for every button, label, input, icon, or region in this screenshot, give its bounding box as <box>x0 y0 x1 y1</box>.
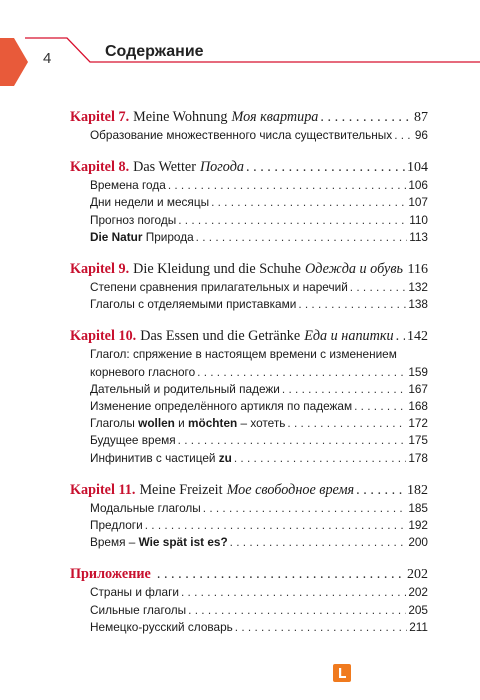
chapter-heading[interactable] <box>70 481 428 500</box>
toc-entry[interactable] <box>90 177 428 194</box>
page-ref: 159 <box>408 364 428 379</box>
toc-entry[interactable] <box>90 194 428 211</box>
entry-label <box>90 450 232 467</box>
entry-label-bold: Wie spät ist es? <box>138 535 228 550</box>
leader-dots <box>396 327 405 345</box>
page-ref: 87 <box>414 110 428 125</box>
page-ref: 132 <box>408 280 428 295</box>
page-ref: 200 <box>408 535 428 550</box>
publisher-logo-icon <box>333 664 351 682</box>
chapter-heading[interactable] <box>70 158 428 177</box>
entry-label: Глагол: спряжение в настоящем времени с изменением <box>90 347 397 362</box>
toc-entry[interactable] <box>90 500 428 517</box>
leader-dots <box>196 229 408 246</box>
entry-label-part: Время – <box>90 535 136 550</box>
entry-label: Предлоги <box>90 518 143 533</box>
toc-entry[interactable] <box>90 602 428 619</box>
leader-dots <box>178 212 407 229</box>
entry-label-bold: zu <box>218 450 232 465</box>
page-ref: 167 <box>408 381 428 396</box>
entry-label-part: и <box>178 416 185 431</box>
leader-dots <box>230 534 407 551</box>
corner-accent-shape <box>0 38 28 86</box>
toc-entry[interactable] <box>90 346 428 363</box>
chapter-heading[interactable] <box>70 108 428 127</box>
page-ref: 110 <box>409 212 428 227</box>
entry-label: Страны и флаги <box>90 585 179 600</box>
entry-label: Степени сравнения прилагательных и наречий <box>90 280 348 295</box>
page-ref: 107 <box>408 195 428 210</box>
entry-label: Дни недели и месяцы <box>90 195 210 210</box>
chapter-title-de: Meine Freizeit <box>139 481 223 498</box>
chapter-number: Kapitel 11. <box>70 481 136 498</box>
logo-glyph <box>336 667 348 679</box>
chapter-heading[interactable] <box>70 327 428 346</box>
entry-label: Глаголы с отделяемыми приставками <box>90 297 297 312</box>
page-ref: 106 <box>408 178 428 193</box>
entry-label-rest: Природа <box>145 229 194 244</box>
leader-dots <box>235 619 407 636</box>
toc-entry[interactable] <box>90 296 428 313</box>
page-ref: 178 <box>408 450 428 465</box>
leader-dots <box>178 432 407 449</box>
chapter-7 <box>70 108 428 144</box>
page-ref: 202 <box>407 567 428 583</box>
leader-dots <box>246 158 405 176</box>
chapter-title-de: Das Essen und die Getränke <box>140 328 301 345</box>
page-ref: 211 <box>409 619 428 634</box>
chapter-8 <box>70 158 428 246</box>
page-ref: 142 <box>407 329 428 345</box>
entry-label: Модальные глаголы <box>90 500 201 515</box>
page-ref: 168 <box>408 399 428 414</box>
toc-entry[interactable] <box>90 364 428 381</box>
page-ref: 113 <box>409 229 428 244</box>
chapter-heading[interactable] <box>70 565 428 584</box>
chapter-title-ru: Погода <box>199 159 244 176</box>
leader-dots <box>405 260 406 278</box>
leader-dots <box>211 194 406 211</box>
page-ref: 96 <box>414 128 428 142</box>
toc-entry[interactable] <box>90 584 428 601</box>
page-ref: 104 <box>407 160 428 176</box>
entry-label-part: Инфинитив с частицей <box>90 450 216 465</box>
entry-label: Изменение определённого артикля по падежам <box>90 399 353 414</box>
entry-label: Дательный и родительный падежи <box>90 381 280 396</box>
entry-label <box>90 534 228 551</box>
chapter-number: Kapitel 7. <box>70 109 130 125</box>
entry-label-part: Глаголы <box>90 416 135 431</box>
chapter-number: Kapitel 8. <box>70 159 130 176</box>
page-ref: 138 <box>408 297 428 312</box>
appendix <box>70 565 428 636</box>
entry-label-bold: Die Natur <box>90 229 143 244</box>
page-ref: 202 <box>408 585 428 600</box>
leader-dots <box>356 481 405 499</box>
toc-entry[interactable] <box>90 415 428 432</box>
page-ref: 182 <box>407 482 428 498</box>
toc-entry[interactable] <box>90 127 428 144</box>
chapter-10 <box>70 327 428 466</box>
leader-dots <box>188 602 406 619</box>
page-ref: 205 <box>408 602 428 617</box>
entry-label: Сильные глаголы <box>90 602 187 617</box>
toc-entry[interactable] <box>90 279 428 296</box>
chapter-11 <box>70 481 428 552</box>
leader-dots <box>287 415 406 432</box>
page-header <box>0 0 480 90</box>
entry-label-bold: möchten <box>188 416 238 431</box>
toc-entry[interactable] <box>90 534 428 551</box>
toc-entry[interactable] <box>90 432 428 449</box>
appendix-title: Приложение <box>70 566 151 583</box>
page-title: Содержание <box>105 43 204 60</box>
chapter-number: Kapitel 10. <box>70 328 137 345</box>
toc-entry[interactable] <box>90 398 428 415</box>
page-ref: 116 <box>407 262 428 278</box>
page-ref: 172 <box>408 416 428 431</box>
chapter-title-ru: Еда и напитки <box>304 328 394 345</box>
table-of-contents <box>70 108 428 650</box>
toc-entry[interactable] <box>90 229 428 246</box>
entry-label-bold: wollen <box>138 416 175 431</box>
entry-label: Прогноз погоды <box>90 212 177 227</box>
page-ref: 185 <box>408 500 428 515</box>
header-decoration <box>0 0 480 90</box>
chapter-number: Kapitel 9. <box>70 261 130 278</box>
chapter-title-de: Das Wetter <box>133 159 196 176</box>
chapter-title-de: Die Kleidung und die Schuhe <box>133 261 301 278</box>
chapter-title-ru: Мое свободное время <box>226 481 355 498</box>
entry-label: Будущее время <box>90 433 176 448</box>
leader-dots <box>197 364 406 381</box>
entry-label: Немецко-русский словарь <box>90 619 233 634</box>
entry-label <box>90 229 194 246</box>
leader-dots <box>298 296 406 313</box>
chapter-title-de: Meine Wohnung <box>133 109 228 125</box>
leader-dots <box>282 381 406 398</box>
leader-dots <box>181 584 406 601</box>
page-ref: 192 <box>408 518 428 533</box>
leader-dots <box>168 177 407 194</box>
toc-entry[interactable] <box>90 212 428 229</box>
leader-dots <box>394 127 413 144</box>
leader-dots <box>354 398 406 415</box>
chapter-heading[interactable] <box>70 260 428 279</box>
leader-dots <box>157 565 405 583</box>
toc-entry[interactable] <box>90 381 428 398</box>
entry-label: Образование множественного числа существительных <box>90 128 393 142</box>
entry-label-part: – хотеть <box>240 416 286 431</box>
leader-dots <box>350 279 407 296</box>
entry-label: Времена года <box>90 178 166 193</box>
toc-entry[interactable] <box>90 450 428 467</box>
chapter-title-ru: Одежда и обувь <box>304 261 403 278</box>
toc-entry[interactable] <box>90 619 428 636</box>
toc-entry[interactable] <box>90 517 428 534</box>
leader-dots <box>320 108 412 126</box>
header-rule-line <box>25 38 480 62</box>
chapter-9 <box>70 260 428 313</box>
entry-label: корневого гласного <box>90 364 196 379</box>
page-number: 4 <box>43 50 52 67</box>
page-ref: 175 <box>408 433 428 448</box>
entry-label <box>90 415 285 432</box>
chapter-title-ru: Моя квартира <box>231 109 319 125</box>
leader-dots <box>203 500 407 517</box>
leader-dots <box>234 450 406 467</box>
leader-dots <box>145 517 407 534</box>
